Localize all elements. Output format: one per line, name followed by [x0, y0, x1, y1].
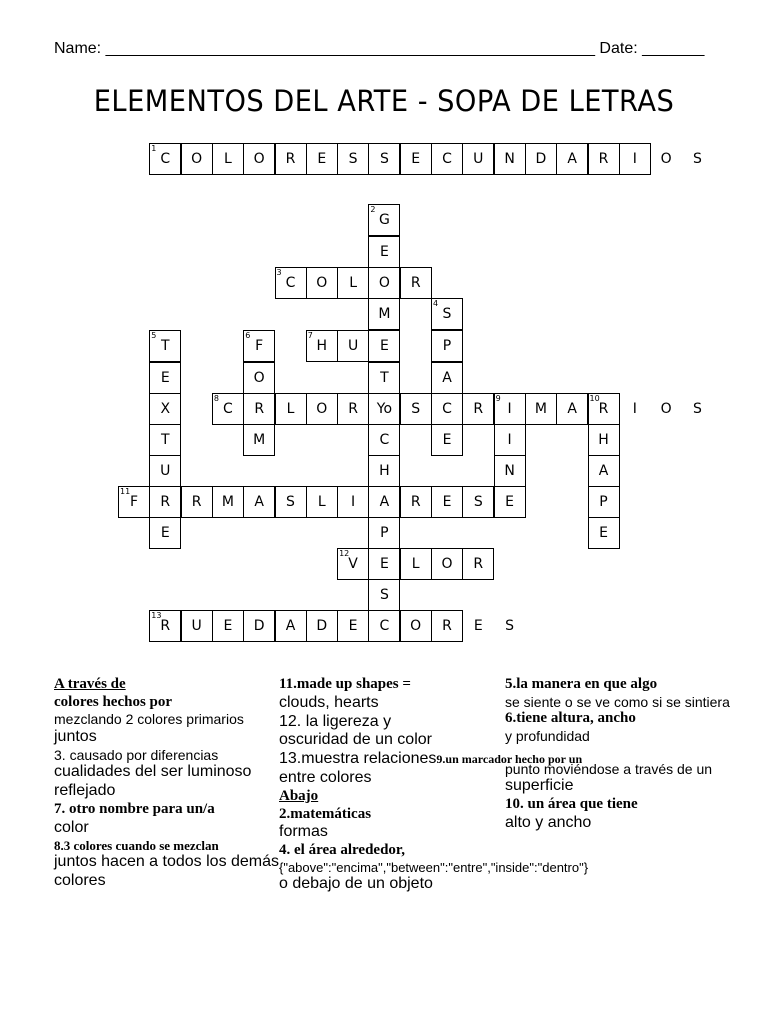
cell-letter: I: [632, 151, 637, 167]
clue-line: oscuridad de un color: [279, 731, 432, 749]
crossword-cell[interactable]: [650, 143, 682, 175]
crossword-cell[interactable]: [212, 393, 244, 425]
clue-number: 12: [339, 549, 350, 558]
cell-letter: A: [598, 463, 609, 479]
cell-letter: E: [379, 338, 389, 354]
cell-letter: M: [534, 401, 547, 417]
crossword-cell[interactable]: [149, 610, 181, 642]
crossword-cell[interactable]: [431, 424, 463, 456]
clue-line: Abajo: [279, 788, 319, 805]
cell-letter: R: [191, 494, 202, 510]
crossword-cell[interactable]: [149, 143, 181, 175]
cell-letter: O: [253, 370, 265, 386]
crossword-cell[interactable]: [149, 362, 181, 394]
clue-number: 11: [120, 487, 131, 496]
cell-letter: R: [410, 275, 421, 291]
clue-line: colores hechos por: [54, 693, 173, 710]
clue-number: 1: [151, 144, 157, 153]
cell-letter: V: [348, 556, 358, 572]
crossword-cell[interactable]: [368, 143, 400, 175]
cell-letter: T: [380, 370, 389, 386]
crossword-cell[interactable]: [494, 455, 526, 487]
crossword-cell[interactable]: [337, 610, 369, 642]
crossword-cell[interactable]: [275, 267, 307, 299]
clue-line: punto moviéndose a través de un: [505, 760, 713, 777]
cell-letter: R: [410, 494, 421, 510]
cell-letter: O: [660, 151, 672, 167]
crossword-cell[interactable]: [243, 486, 275, 518]
crossword-cell[interactable]: [368, 330, 400, 362]
cell-letter: N: [504, 151, 515, 167]
crossword-cell[interactable]: [462, 610, 494, 642]
cell-letter: M: [253, 432, 266, 448]
crossword-cell[interactable]: [525, 143, 557, 175]
cell-letter: S: [379, 151, 389, 167]
clue-line: superficie: [505, 777, 574, 795]
crossword-cell[interactable]: [337, 267, 369, 299]
cell-letter: R: [598, 401, 609, 417]
cell-letter: U: [473, 151, 484, 167]
crossword-cell[interactable]: [400, 486, 432, 518]
cell-letter: C: [442, 151, 452, 167]
cell-letter: M: [378, 306, 391, 322]
cell-letter: E: [505, 494, 515, 510]
cell-letter: S: [348, 151, 358, 167]
crossword-cell[interactable]: [431, 143, 463, 175]
crossword-cell[interactable]: [431, 298, 463, 330]
crossword-cell[interactable]: [462, 393, 494, 425]
crossword-cell[interactable]: [588, 486, 620, 518]
cell-letter: F: [129, 494, 139, 510]
crossword-cell[interactable]: [400, 267, 432, 299]
crossword-cell[interactable]: [149, 330, 181, 362]
cell-letter: O: [316, 401, 328, 417]
clue-line: 2.matemáticas: [279, 805, 372, 822]
crossword-cell[interactable]: [243, 362, 275, 394]
clue-line: 12. la ligereza y: [279, 712, 392, 730]
crossword-cell[interactable]: [400, 610, 432, 642]
crossword-cell[interactable]: [181, 610, 213, 642]
cell-letter: S: [379, 587, 389, 603]
cell-letter: A: [442, 370, 452, 386]
cell-letter: C: [223, 401, 233, 417]
crossword-cell[interactable]: [368, 204, 400, 236]
clue-number: 6: [245, 331, 251, 340]
clue-number: 7: [307, 331, 313, 340]
clue-number: 2: [370, 205, 376, 214]
cell-letter: U: [191, 618, 202, 634]
crossword-cell[interactable]: [275, 610, 307, 642]
clues-column-3: [505, 676, 760, 833]
cell-letter: C: [160, 151, 171, 167]
crossword-cell[interactable]: [181, 143, 213, 175]
cell-letter: E: [348, 618, 358, 634]
cell-letter: O: [441, 556, 453, 572]
crossword-cell[interactable]: [556, 143, 588, 175]
cell-letter: F: [255, 338, 264, 354]
crossword-cell[interactable]: [149, 517, 181, 549]
cell-letter: A: [567, 151, 577, 167]
clue-line: y profundidad: [505, 727, 590, 744]
clue-line: clouds, hearts: [279, 693, 379, 711]
clue-number: 8: [213, 394, 219, 403]
cell-letter: L: [349, 275, 357, 291]
crossword-cell[interactable]: [431, 362, 463, 394]
crossword-cell[interactable]: [149, 393, 181, 425]
crossword-cell[interactable]: [368, 393, 400, 425]
crossword-cell[interactable]: [337, 548, 369, 580]
cell-letter: C: [379, 618, 390, 634]
cell-letter: T: [161, 432, 170, 448]
crossword-cell[interactable]: [306, 610, 338, 642]
cell-letter: C: [442, 401, 452, 417]
clue-line: 4. el área alrededor,: [279, 842, 405, 859]
crossword-cell[interactable]: [650, 393, 682, 425]
cell-letter: O: [410, 618, 422, 634]
cell-letter: D: [535, 151, 547, 167]
crossword-cell[interactable]: [243, 143, 275, 175]
crossword-cell[interactable]: [619, 143, 651, 175]
crossword-cell[interactable]: [243, 393, 275, 425]
crossword-cell[interactable]: [368, 579, 400, 611]
crossword-cell[interactable]: [400, 548, 432, 580]
cell-letter: R: [160, 618, 171, 634]
cell-letter: P: [442, 338, 452, 354]
cell-letter: U: [160, 463, 171, 479]
crossword-cell[interactable]: [212, 486, 244, 518]
crossword-cell[interactable]: [400, 143, 432, 175]
clue-number: 4: [433, 299, 439, 308]
cell-letter: O: [316, 275, 328, 291]
crossword-cell[interactable]: [149, 424, 181, 456]
crossword-cell[interactable]: [149, 486, 181, 518]
cell-letter: G: [378, 212, 390, 228]
cell-letter: L: [223, 151, 232, 167]
crossword-cell[interactable]: [368, 236, 400, 268]
crossword-cell[interactable]: [337, 330, 369, 362]
cell-letter: E: [473, 618, 483, 634]
crossword-cell[interactable]: [462, 548, 494, 580]
clue-line: se siente o se ve como si se sintiera: [505, 693, 730, 710]
cell-letter: R: [598, 151, 609, 167]
clue-line: 6.tiene altura, ancho: [505, 710, 636, 727]
cell-letter: E: [379, 244, 389, 260]
cell-letter: S: [692, 401, 702, 417]
clue-number: 9: [495, 394, 501, 403]
crossword-cell[interactable]: [368, 610, 400, 642]
clue-line: cualidades del ser luminoso: [54, 763, 252, 781]
crossword-cell[interactable]: [431, 548, 463, 580]
crossword-cell[interactable]: [368, 455, 400, 487]
clue-line: 10. un área que tiene: [505, 796, 638, 813]
crossword-cell[interactable]: [431, 486, 463, 518]
clue-line: A través de: [54, 676, 126, 692]
cell-letter: A: [567, 401, 577, 417]
name-date-line: Name: _______________________________________________________ Date: _______: [54, 40, 705, 57]
cell-letter: A: [254, 494, 264, 510]
crossword-cell[interactable]: [306, 486, 338, 518]
clue-line: color: [54, 818, 89, 836]
crossword-cell[interactable]: [306, 267, 338, 299]
crossword-cell[interactable]: [494, 143, 526, 175]
crossword-cell[interactable]: [431, 393, 463, 425]
cell-letter: H: [379, 463, 390, 479]
cell-letter: E: [599, 525, 608, 541]
clues-column-1: [54, 676, 280, 891]
crossword-cell[interactable]: [243, 330, 275, 362]
crossword-cell[interactable]: [588, 455, 620, 487]
clue-line: 13.muestra relaciones: [279, 750, 437, 768]
clue-line: alto y ancho: [505, 814, 592, 831]
clue-line-wrap: [279, 750, 583, 769]
clue-line: formas: [279, 823, 328, 841]
cell-letter: O: [253, 151, 265, 167]
cell-letter: D: [316, 618, 328, 634]
cell-letter: A: [379, 494, 390, 510]
clues-section: [0, 676, 768, 1006]
cell-letter: N: [504, 463, 515, 479]
cell-letter: S: [286, 494, 295, 510]
crossword-cell[interactable]: [118, 486, 150, 518]
cell-letter: U: [347, 338, 359, 354]
crossword-cell[interactable]: [181, 486, 213, 518]
cell-letter: O: [191, 151, 203, 167]
cell-letter: R: [160, 494, 171, 510]
cell-letter: R: [473, 556, 484, 572]
crossword-cell[interactable]: [149, 455, 181, 487]
clue-line: 5.la manera en que algo: [505, 676, 658, 692]
crossword-cell[interactable]: [306, 330, 338, 362]
cell-letter: E: [379, 556, 389, 572]
clue-line: colores: [54, 871, 106, 889]
crossword-cell[interactable]: [368, 517, 400, 549]
crossword-cell[interactable]: [494, 610, 526, 642]
clue-fragment: 9.un marcador hecho por un: [436, 752, 583, 767]
clue-number: 13: [151, 611, 162, 620]
clue-line: mezclando 2 colores primarios: [54, 711, 244, 728]
cell-letter: A: [285, 618, 296, 634]
crossword-cell[interactable]: [243, 424, 275, 456]
crossword-cell[interactable]: [681, 143, 713, 175]
cell-letter: S: [692, 151, 702, 167]
crossword-cell[interactable]: [431, 330, 463, 362]
cell-letter: E: [411, 151, 421, 167]
crossword-cell[interactable]: [368, 298, 400, 330]
clue-line: 3. causado por diferencias: [54, 746, 219, 763]
crossword-cell[interactable]: [431, 610, 463, 642]
cell-letter: L: [317, 494, 326, 510]
cell-letter: O: [378, 275, 390, 291]
crossword-cell[interactable]: [212, 143, 244, 175]
cell-letter: H: [316, 338, 328, 354]
crossword-cell[interactable]: [275, 393, 307, 425]
crossword-cell[interactable]: [306, 393, 338, 425]
clue-line: entre colores: [279, 769, 372, 787]
crossword-cell[interactable]: [368, 548, 400, 580]
cell-letter: R: [442, 618, 452, 634]
crossword-cell[interactable]: [337, 143, 369, 175]
crossword-cell[interactable]: [275, 143, 307, 175]
cell-letter: L: [286, 401, 295, 417]
crossword-cell[interactable]: [212, 610, 244, 642]
crossword-cell[interactable]: [681, 393, 713, 425]
cell-letter: H: [598, 432, 609, 448]
crossword-cell[interactable]: [525, 393, 557, 425]
cell-letter: E: [317, 151, 327, 167]
cell-letter: T: [161, 338, 170, 354]
crossword-cell[interactable]: [462, 143, 494, 175]
clue-line: 8.3 colores cuando se mezclan: [54, 837, 219, 853]
clue-line: reflejado: [54, 782, 116, 800]
cell-letter: E: [442, 494, 452, 510]
clue-number: 5: [151, 331, 157, 340]
cell-letter: E: [223, 618, 233, 634]
cell-letter: S: [473, 494, 483, 510]
cell-letter: E: [442, 432, 452, 448]
cell-letter: R: [348, 401, 358, 417]
crossword-cell[interactable]: [556, 393, 588, 425]
cell-letter: X: [160, 401, 171, 417]
cell-letter: Yo: [376, 401, 393, 417]
cell-letter: C: [285, 275, 296, 291]
cell-letter: R: [254, 401, 265, 417]
cell-letter: R: [473, 401, 484, 417]
cell-letter: L: [411, 556, 420, 572]
crossword-cell[interactable]: [306, 143, 338, 175]
cell-letter: S: [505, 618, 515, 634]
cell-letter: P: [380, 525, 389, 541]
crossword-cell[interactable]: [368, 424, 400, 456]
clue-line: juntos: [54, 727, 97, 745]
cell-letter: D: [253, 618, 265, 634]
cell-letter: S: [411, 401, 421, 417]
cell-letter: E: [160, 525, 170, 541]
crossword-cell[interactable]: [588, 517, 620, 549]
crossword-cell[interactable]: [368, 267, 400, 299]
clue-line: o debajo de un objeto: [279, 875, 433, 893]
crossword-cell[interactable]: [619, 393, 651, 425]
crossword-cell[interactable]: [368, 486, 400, 518]
clue-number: 3: [276, 268, 282, 277]
crossword-cell[interactable]: [337, 393, 369, 425]
clue-line: [505, 744, 760, 761]
cell-letter: M: [221, 494, 234, 510]
cell-letter: I: [507, 401, 512, 417]
cell-letter: I: [507, 432, 512, 448]
crossword-cell[interactable]: [494, 486, 526, 518]
clue-line: {"above":"encima","between":"entre","inside":"dentro"}: [279, 860, 589, 875]
cell-letter: R: [285, 151, 296, 167]
crossword-cell[interactable]: [337, 486, 369, 518]
crossword-cell[interactable]: [588, 393, 620, 425]
cell-letter: P: [599, 494, 608, 510]
clue-number: 10: [589, 394, 600, 403]
clue-line: 11.made up shapes =: [279, 676, 411, 692]
crossword-cell[interactable]: [243, 610, 275, 642]
crossword-cell[interactable]: [494, 424, 526, 456]
crossword-cell[interactable]: [588, 143, 620, 175]
cell-letter: E: [160, 370, 170, 386]
crossword-cell[interactable]: [588, 424, 620, 456]
crossword-cell[interactable]: [400, 393, 432, 425]
clue-line: juntos hacen a todos los demás: [54, 852, 280, 870]
crossword-cell[interactable]: [368, 362, 400, 394]
crossword-cell[interactable]: [275, 486, 307, 518]
clue-line: 7. otro nombre para un/a: [54, 801, 215, 818]
worksheet-title: ELEMENTOS DEL ARTE - SOPA DE LETRAS: [93, 84, 675, 118]
cell-letter: I: [632, 401, 637, 417]
crossword-cell[interactable]: [462, 486, 494, 518]
cell-letter: S: [442, 306, 452, 322]
cell-letter: I: [351, 494, 356, 510]
crossword-cell[interactable]: [494, 393, 526, 425]
cell-letter: O: [660, 401, 672, 417]
cell-letter: C: [379, 432, 390, 448]
